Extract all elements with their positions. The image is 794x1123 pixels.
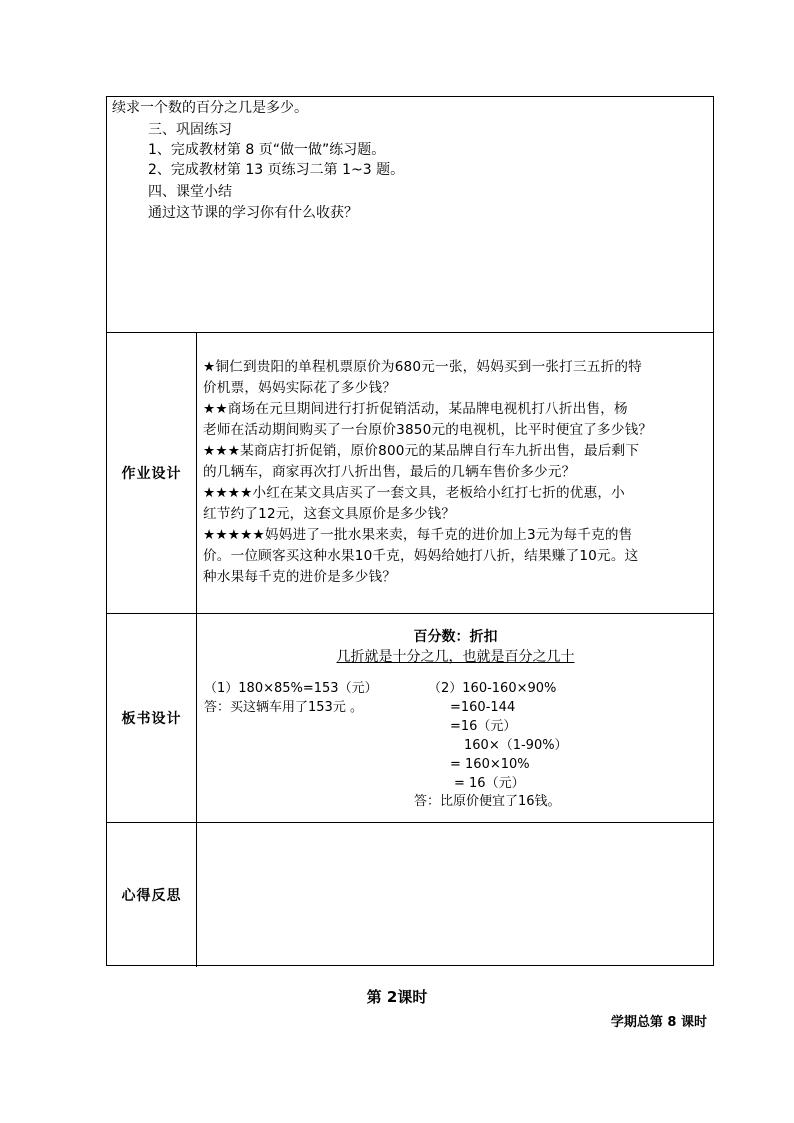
- homework-line: 的几辆车，商家再次打八折出售，最后的几辆车售价多少元？: [203, 464, 576, 480]
- board-title: 百分数：折扣: [413, 629, 498, 645]
- board-calc-right: = 160×10%: [450, 757, 530, 772]
- board-calc-right: = 16（元）: [454, 776, 525, 791]
- board-subtitle-wrap: [198, 646, 713, 666]
- board-calc-right: 160×（1-90%）: [464, 738, 568, 753]
- intro-line: 续求一个数的百分之几是多少。: [112, 100, 308, 116]
- homework-row: [107, 333, 713, 614]
- intro-line: 通过这节课的学习你有什么收获？: [148, 205, 358, 221]
- homework-line: 种水果每千克的进价是多少钱？: [203, 569, 397, 585]
- intro-line: 三、巩固练习: [148, 122, 232, 138]
- homework-label: 作业设计: [107, 333, 197, 613]
- board-subtitle: 几折就是十分之几，也就是百分之几十: [336, 649, 575, 665]
- homework-line: ★★★★小红在某文具店买了一套文具，老板给小红打七折的优惠，小: [203, 485, 625, 501]
- homework-content: [198, 333, 713, 613]
- homework-line: 价。一位顾客买这种水果10千克，妈妈给她打八折，结果赚了10元。这: [203, 548, 639, 564]
- reflection-label: 心得反思: [107, 823, 197, 967]
- homework-line: 价机票，妈妈实际花了多少钱？: [203, 380, 397, 396]
- homework-line: 红节约了12元，这套文具原价是多少钱？: [203, 506, 456, 522]
- intro-row: [107, 97, 713, 333]
- homework-line: ★★商场在元旦期间进行打折促销活动，某品牌电视机打八折出售，杨: [203, 401, 628, 417]
- board-calc-right: =160-144: [450, 700, 516, 715]
- homework-line: 老师在活动期间购买了一台原价3850元的电视机，比平时便宜了多少钱？: [203, 422, 653, 438]
- board-row: [107, 614, 713, 823]
- semester-total: 学期总第 8 课时: [610, 1015, 707, 1030]
- board-content: [198, 614, 713, 822]
- homework-line: ★★★某商店打折促销，原价800元的某品牌自行车九折出售，最后剩下: [203, 443, 640, 459]
- intro-line: 四、课堂小结: [148, 184, 232, 200]
- board-calc-left: 答：买这辆车用了153元 。: [204, 700, 363, 715]
- reflection-content: [198, 823, 713, 967]
- intro-line: 2、完成教材第 13 页练习二第 1~3 题。: [148, 162, 405, 178]
- board-calc-left: （1）180×85%=153（元）: [204, 681, 378, 696]
- homework-line: ★铜仁到贵阳的单程机票原价为680元一张，妈妈买到一张打三五折的特: [203, 359, 642, 375]
- lesson-number: 第 2课时: [366, 988, 428, 1006]
- board-label: 板书设计: [107, 614, 197, 822]
- intro-line: 1、完成教材第 8 页“做一做”练习题。: [148, 142, 386, 158]
- board-calc-right: =16（元）: [450, 719, 517, 734]
- lesson-plan-table: [106, 96, 714, 966]
- reflection-row: [107, 823, 713, 967]
- board-calc-right: 答：比原价便宜了16钱。: [414, 794, 561, 809]
- homework-line: ★★★★★妈妈进了一批水果来卖，每千克的进价加上3元为每千克的售: [203, 527, 633, 543]
- board-calc-right: （2）160-160×90%: [428, 681, 557, 696]
